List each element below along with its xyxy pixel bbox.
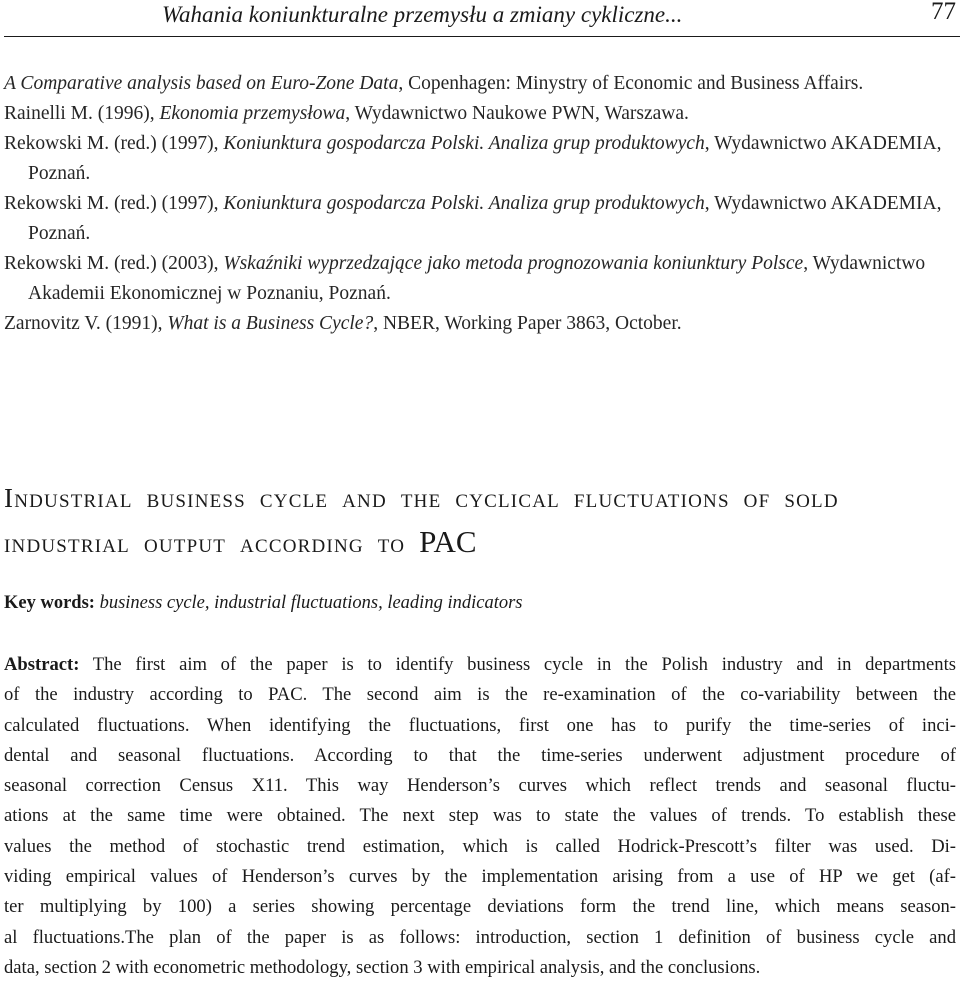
reference-publisher: , Wydawnictwo Naukowe PWN, Warszawa. — [345, 103, 689, 124]
reference-title: A Comparative analysis based on Euro-Zone Data — [4, 73, 399, 94]
reference-publisher: , NBER, Working Paper 3863, October. — [373, 313, 682, 334]
abstract-line — [4, 650, 956, 680]
abstract-line: of the industry according to PAC. The second aim is the re-examination of the co-variability between the — [4, 684, 956, 706]
abstract-line: seasonal correction Census X11. This way Henderson’s curves which reflect trends and seasonal fluctu- — [4, 775, 956, 797]
reference-author: Rekowski M. (red.) (2003), — [4, 253, 224, 274]
keywords — [4, 588, 956, 618]
reference-author: Rainelli M. (1996), — [4, 103, 160, 124]
abstract-line: viding empirical values of Henderson’s curves by the implementation arising from a use of HP we get (af- — [4, 866, 956, 888]
reference-author: Zarnovitz V. (1991), — [4, 313, 168, 334]
article-title — [4, 476, 956, 565]
reference-publisher: , Wydawnictwo AKADEMIA, Poznań. — [28, 133, 942, 184]
abstract-line: ter multiplying by 100) a series showing percentage deviations form the trend line, which means season- — [4, 896, 956, 918]
running-header — [0, 0, 960, 40]
reference-entry — [4, 129, 956, 189]
abstract-label: Abstract: — [4, 654, 80, 675]
article-title-main: Industrial business cycle and the cyclical fluctuations of sold industrial output according to — [4, 483, 839, 558]
keywords-text: business cycle, industrial fluctuations, leading indicators — [99, 593, 523, 613]
reference-title: Wskaźniki wyprzedzające jako metoda prognozowania koniunktury Polsce — [223, 253, 804, 274]
abstract-line-text: The first aim of the paper is to identify business cycle in the Polish industry and in departments — [79, 654, 956, 675]
reference-entry — [4, 249, 956, 309]
reference-title: Koniunktura gospodarcza Polski. Analiza grup produktowych — [223, 193, 705, 214]
reference-publisher: , Copenhagen: Minystry of Economic and Business Affairs. — [398, 73, 864, 94]
header-rule — [4, 36, 960, 37]
reference-title: Ekonomia przemysłowa — [159, 103, 346, 124]
abstract-line: values the method of stochastic trend estimation, which is called Hodrick-Prescott’s filter was used. Di- — [4, 835, 956, 857]
running-header-title: Wahania koniunkturalne przemysłu a zmiany cykliczne... — [162, 2, 683, 27]
reference-publisher: , Wydawnictwo Akademii Ekonomicznej w Poznaniu, Poznań. — [28, 253, 926, 304]
reference-title: What is a Business Cycle? — [167, 313, 374, 334]
abstract — [4, 650, 956, 983]
page-number: 77 — [931, 0, 956, 25]
reference-list — [4, 69, 956, 339]
reference-entry — [4, 99, 956, 129]
reference-author: Rekowski M. (red.) (1997), — [4, 133, 224, 154]
abstract-line: dental and seasonal fluctuations. According to that the time-series underwent adjustment procedure of — [4, 744, 956, 766]
abstract-line: al fluctuations.The plan of the paper is as follows: introduction, section 1 definition of business cycle and — [4, 926, 956, 948]
reference-entry — [4, 69, 956, 99]
abstract-line: ations at the same time were obtained. The next step was to state the values of trends. To establish these — [4, 805, 956, 827]
article-title-acronym: PAC — [419, 524, 477, 559]
keywords-label: Key words: — [4, 593, 95, 613]
reference-entry — [4, 189, 956, 249]
reference-entry — [4, 309, 956, 339]
abstract-line: calculated fluctuations. When identifying the fluctuations, first one has to purify the time-series of inci- — [4, 714, 956, 736]
reference-author: Rekowski M. (red.) (1997), — [4, 193, 224, 214]
reference-title: Koniunktura gospodarcza Polski. Analiza grup produktowych — [223, 133, 705, 154]
abstract-line: data, section 2 with econometric methodology, section 3 with empirical analysis, and the conclusions. — [4, 956, 761, 978]
reference-publisher: , Wydawnictwo AKADEMIA, Poznań. — [28, 193, 942, 244]
